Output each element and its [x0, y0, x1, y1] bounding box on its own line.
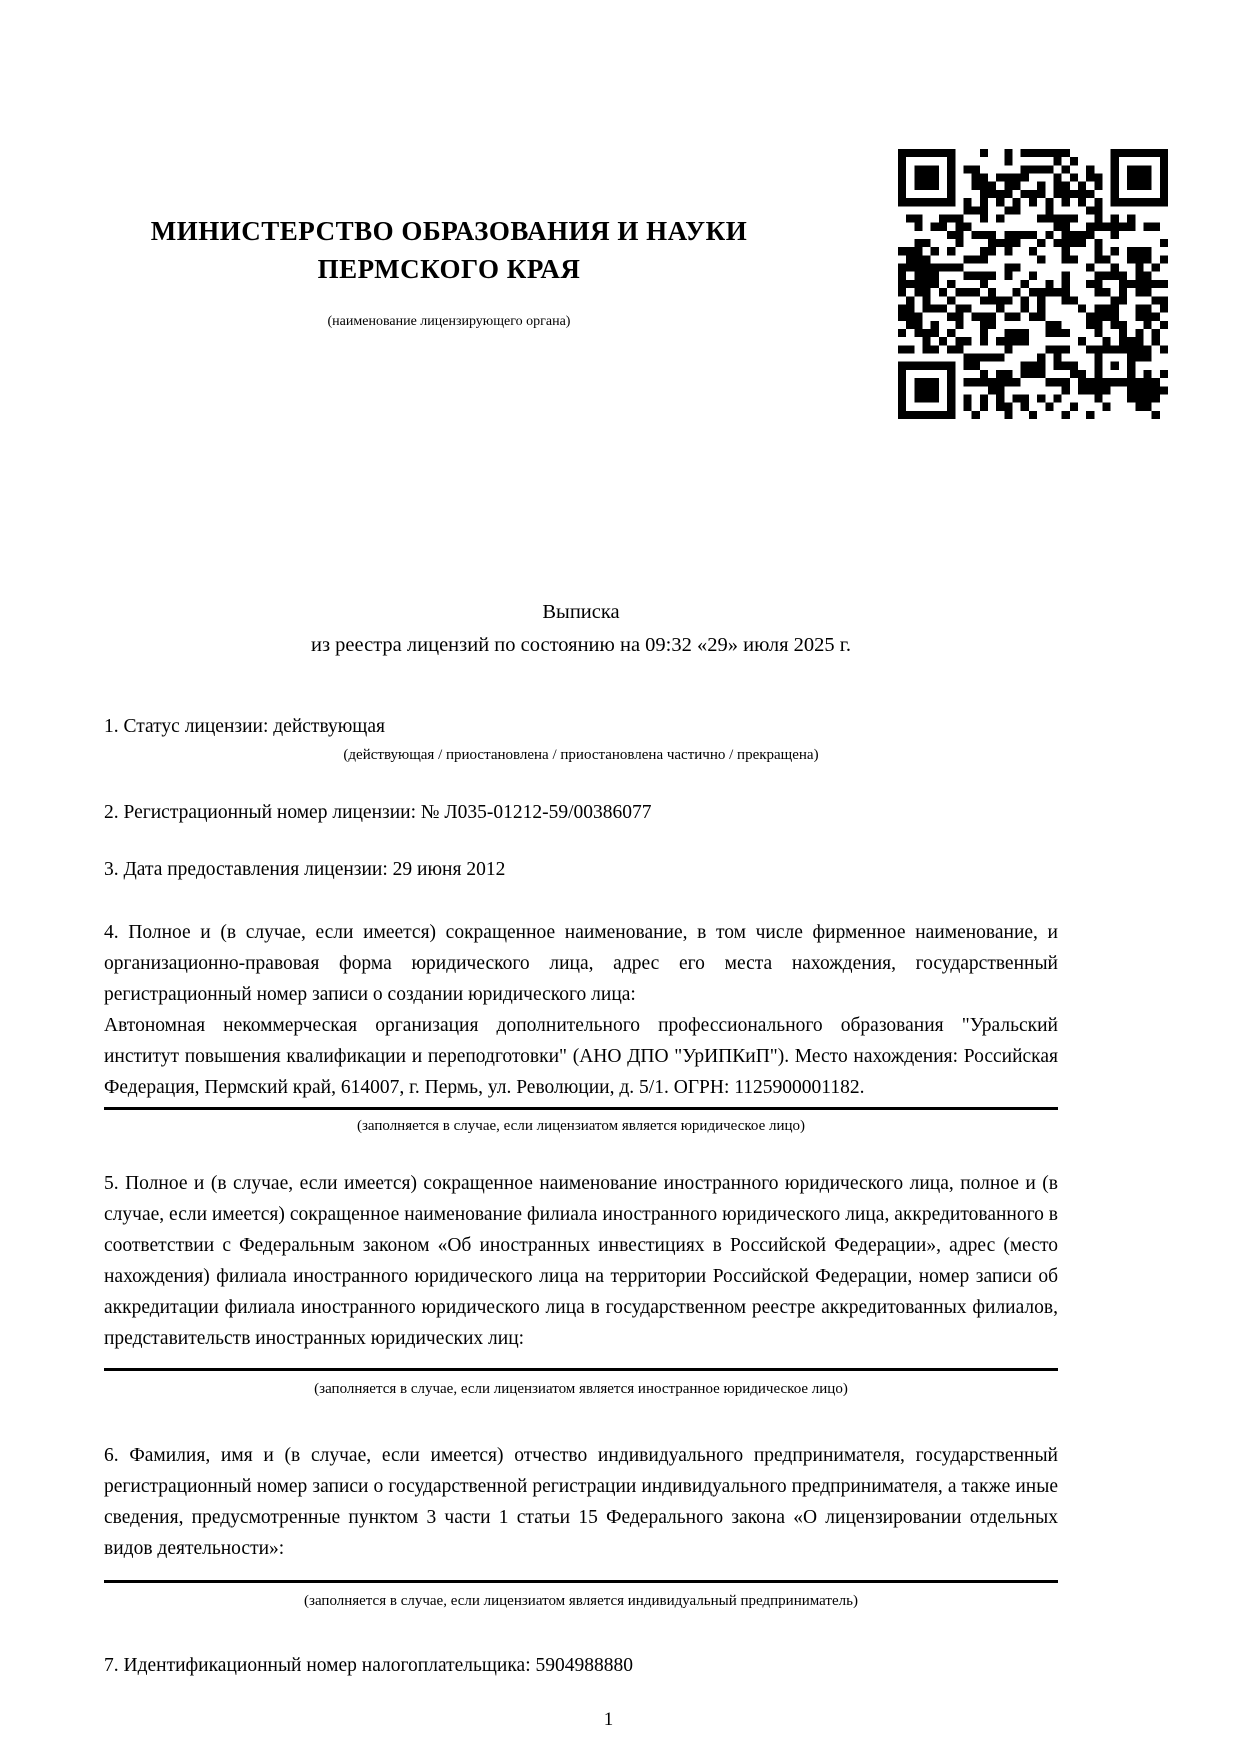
ministry-name-line2: ПЕРМСКОГО КРАЯ	[317, 254, 581, 284]
licensing-authority-caption: (наименование лицензирующего органа)	[327, 314, 571, 329]
qr-code-image	[898, 149, 1168, 419]
foreign-entity-caption: (заполняется в случае, если лицензиатом является иностранное юридическое лицо)	[314, 1381, 848, 1397]
license-status-caption: (действующая / приостановлена / приостановлена частично / прекращена)	[343, 747, 819, 763]
document-title: Выписка	[542, 601, 620, 623]
individual-entrepreneur-caption: (заполняется в случае, если лицензиатом является индивидуальный предприниматель)	[304, 1593, 858, 1609]
taxpayer-id-field: 7. Идентификационный номер налогоплательщика: 5904988880	[104, 1655, 633, 1676]
individual-entrepreneur-section-text: 6. Фамилия, имя и (в случае, если имеется) отчество индивидуального предпринимателя, государственный регистрационный номер записи о государственной регистрации индивидуального предпринимателя, а также иные сведения, предусмотренные пунктом 3 части 1 статьи 15 Федерального закона «О лицензировании отдельных видов деятельности»:	[104, 1445, 1058, 1559]
document-header-area	[104, 0, 1058, 545]
page-number: 1	[603, 1709, 614, 1730]
license-status-field: 1. Статус лицензии: действующая	[104, 716, 385, 737]
registration-number-field: 2. Регистрационный номер лицензии: № Л035-01212-59/00386077	[104, 802, 652, 823]
document-title-block	[104, 596, 1058, 662]
ministry-name-line1: МИНИСТЕРСТВО ОБРАЗОВАНИЯ И НАУКИ	[150, 216, 748, 246]
foreign-entity-section-text: 5. Полное и (в случае, если имеется) сокращенное наименование иностранного юридического лица, полное и (в случае, если имеется) сокращенное наименование филиала иностранного юридического лица, аккредитованного в соответствии с Федеральным законом «Об иностранных инвестициях в Российской Федерации», адрес (место нахождения) филиала иностранного юридического лица на территории Российской Федерации, номер записи об аккредитации филиала иностранного юридического лица в государственном реестре аккредитованных филиалов, представительств иностранных юридических лиц:	[104, 1173, 1058, 1349]
legal-entity-caption: (заполняется в случае, если лицензиатом является юридическое лицо)	[356, 1118, 806, 1134]
legal-entity-section-text: 4. Полное и (в случае, если имеется) сокращенное наименование, в том числе фирменное наименование, и организационно-правовая форма юридического лица, адрес его места нахождения, государственный регистрационный номер записи о создании юридического лица:	[104, 922, 1058, 1005]
foreign-entity-separator-line	[104, 1368, 1058, 1371]
license-grant-date-field: 3. Дата предоставления лицензии: 29 июня 2012	[104, 859, 506, 880]
legal-entity-separator-line	[104, 1107, 1058, 1110]
qr-code-icon	[898, 149, 1168, 419]
document-subtitle: из реестра лицензий по состоянию на 09:32 «29» июля 2025 г.	[310, 634, 852, 656]
legal-entity-name-value: Автономная некоммерческая организация дополнительного профессионального образования "Уральский институт повышения квалификации и переподготовки" (АНО ДПО "УрИПКиП"). Место нахождения: Российская Федерация, Пермский край, 614007, г. Пермь, ул. Революции, д. 5/1. ОГРН: 1125900001182.	[104, 1015, 1058, 1098]
licensing-authority-block	[104, 212, 794, 330]
individual-entrepreneur-separator-line	[104, 1580, 1058, 1583]
